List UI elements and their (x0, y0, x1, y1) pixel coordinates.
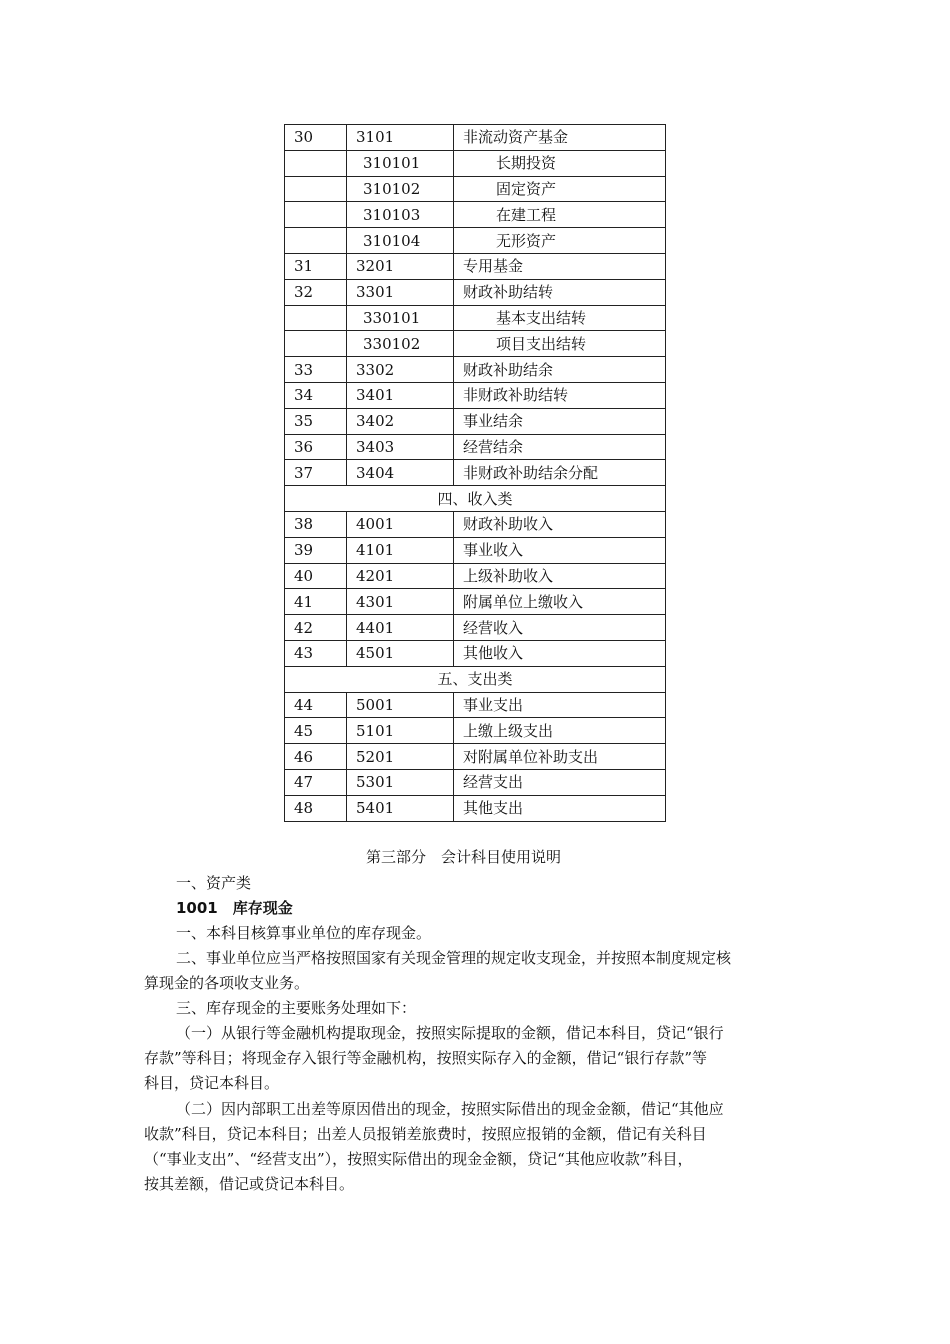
account-name-cell: 其他收入 (454, 640, 666, 666)
account-code-cell: 3201 (347, 253, 454, 279)
account-name-cell: 财政补助结转 (454, 279, 666, 305)
account-name-cell: 专用基金 (454, 253, 666, 279)
account-name-cell: 对附属单位补助支出 (454, 744, 666, 770)
section-title-cell: 四、收入类 (285, 486, 666, 512)
account-code-cell: 4401 (347, 615, 454, 641)
account-code-cell: 330101 (347, 305, 454, 331)
account-name-cell: 无形资产 (454, 228, 666, 254)
seq-number-cell: 44 (285, 692, 347, 718)
account-code-cell: 5201 (347, 744, 454, 770)
seq-number-cell (285, 176, 347, 202)
category-heading: 一、资产类 (176, 874, 252, 892)
account-code-cell: 3402 (347, 408, 454, 434)
table-row (285, 434, 666, 460)
seq-number-cell: 30 (285, 125, 347, 151)
account-code-cell: 4001 (347, 511, 454, 537)
item-1-line-2: 存款”等科目；将现金存入银行等金融机构，按照实际存入的金额，借记“银行存款”等 (144, 1049, 708, 1067)
table-row (285, 692, 666, 718)
seq-number-cell: 32 (285, 279, 347, 305)
seq-number-cell: 36 (285, 434, 347, 460)
table-row (285, 615, 666, 641)
table-row (285, 357, 666, 383)
seq-number-cell (285, 305, 347, 331)
seq-number-cell: 31 (285, 253, 347, 279)
accounts-table-body (285, 125, 666, 822)
seq-number-cell: 45 (285, 718, 347, 744)
account-code-cell: 310102 (347, 176, 454, 202)
account-name-cell: 事业结余 (454, 408, 666, 434)
table-section-row (285, 666, 666, 692)
account-code-cell: 3302 (347, 357, 454, 383)
account-name-cell: 经营支出 (454, 769, 666, 795)
account-code-cell: 5001 (347, 692, 454, 718)
seq-number-cell (285, 202, 347, 228)
table-row (285, 640, 666, 666)
table-row (285, 563, 666, 589)
account-code-cell: 4101 (347, 537, 454, 563)
account-heading: 1001 库存现金 (176, 899, 293, 917)
seq-number-cell: 38 (285, 511, 347, 537)
account-code-cell: 5401 (347, 795, 454, 821)
account-name-cell: 在建工程 (454, 202, 666, 228)
table-row (285, 305, 666, 331)
section-title-cell: 五、支出类 (285, 666, 666, 692)
account-code-cell: 310104 (347, 228, 454, 254)
table-row (285, 718, 666, 744)
table-row (285, 795, 666, 821)
account-code-cell: 3404 (347, 460, 454, 486)
seq-number-cell: 46 (285, 744, 347, 770)
table-section-row (285, 486, 666, 512)
table-row (285, 228, 666, 254)
account-name-cell: 上级补助收入 (454, 563, 666, 589)
table-row (285, 125, 666, 151)
seq-number-cell: 41 (285, 589, 347, 615)
account-name-cell: 财政补助结余 (454, 357, 666, 383)
account-name-cell: 财政补助收入 (454, 511, 666, 537)
table-row (285, 537, 666, 563)
item-2-line-4: 按其差额，借记或贷记本科目。 (144, 1175, 355, 1193)
paragraph-2-line-2: 算现金的各项收支业务。 (144, 974, 310, 992)
table-row (285, 769, 666, 795)
seq-number-cell: 42 (285, 615, 347, 641)
table-row (285, 744, 666, 770)
account-code-cell: 3403 (347, 434, 454, 460)
paragraph-2-line-1: 二、事业单位应当严格按照国家有关现金管理的规定收支现金，并按照本制度规定核 (176, 949, 732, 967)
table-row (285, 460, 666, 486)
seq-number-cell: 43 (285, 640, 347, 666)
account-code-cell: 5301 (347, 769, 454, 795)
paragraph-1: 一、本科目核算事业单位的库存现金。 (176, 924, 432, 942)
seq-number-cell (285, 150, 347, 176)
table-row (285, 253, 666, 279)
table-row (285, 511, 666, 537)
account-name-cell: 非财政补助结余分配 (454, 460, 666, 486)
account-name-cell: 基本支出结转 (454, 305, 666, 331)
account-name-cell: 长期投资 (454, 150, 666, 176)
table-row (285, 382, 666, 408)
account-code-cell: 310103 (347, 202, 454, 228)
account-name-cell: 其他支出 (454, 795, 666, 821)
table-row (285, 176, 666, 202)
seq-number-cell: 48 (285, 795, 347, 821)
seq-number-cell (285, 228, 347, 254)
account-code-cell: 4201 (347, 563, 454, 589)
seq-number-cell (285, 331, 347, 357)
account-name-cell: 非财政补助结转 (454, 382, 666, 408)
table-row (285, 279, 666, 305)
account-code-cell: 330102 (347, 331, 454, 357)
account-name-cell: 项目支出结转 (454, 331, 666, 357)
table-row (285, 408, 666, 434)
item-2-line-1: （二）因内部职工出差等原因借出的现金，按照实际借出的现金金额，借记“其他应 (176, 1100, 724, 1118)
account-name-cell: 固定资产 (454, 176, 666, 202)
seq-number-cell: 39 (285, 537, 347, 563)
table-row (285, 331, 666, 357)
account-code-cell: 5101 (347, 718, 454, 744)
account-name-cell: 事业支出 (454, 692, 666, 718)
item-1-line-3: 科目，贷记本科目。 (144, 1074, 280, 1092)
table-row (285, 202, 666, 228)
seq-number-cell: 35 (285, 408, 347, 434)
paragraph-3: 三、库存现金的主要账务处理如下： (176, 999, 417, 1017)
item-2-line-2: 收款”科目，贷记本科目；出差人员报销差旅费时，按照应报销的金额，借记有关科目 (144, 1125, 707, 1143)
item-2-line-3: （“事业支出”、“经营支出”），按照实际借出的现金金额，贷记“其他应收款”科目， (144, 1150, 693, 1168)
table-row (285, 150, 666, 176)
table-row (285, 589, 666, 615)
account-name-cell: 附属单位上缴收入 (454, 589, 666, 615)
seq-number-cell: 47 (285, 769, 347, 795)
account-name-cell: 事业收入 (454, 537, 666, 563)
seq-number-cell: 37 (285, 460, 347, 486)
seq-number-cell: 34 (285, 382, 347, 408)
account-code-cell: 4301 (347, 589, 454, 615)
account-name-cell: 经营结余 (454, 434, 666, 460)
seq-number-cell: 33 (285, 357, 347, 383)
account-code-cell: 310101 (347, 150, 454, 176)
account-code-cell: 3101 (347, 125, 454, 151)
account-code-cell: 4501 (347, 640, 454, 666)
account-name-cell: 经营收入 (454, 615, 666, 641)
part-title: 第三部分 会计科目使用说明 (366, 848, 562, 866)
account-name-cell: 上缴上级支出 (454, 718, 666, 744)
item-1-line-1: （一）从银行等金融机构提取现金，按照实际提取的金额，借记本科目，贷记“银行 (176, 1024, 724, 1042)
account-code-cell: 3301 (347, 279, 454, 305)
seq-number-cell: 40 (285, 563, 347, 589)
accounts-table (284, 124, 666, 822)
account-name-cell: 非流动资产基金 (454, 125, 666, 151)
account-code-cell: 3401 (347, 382, 454, 408)
